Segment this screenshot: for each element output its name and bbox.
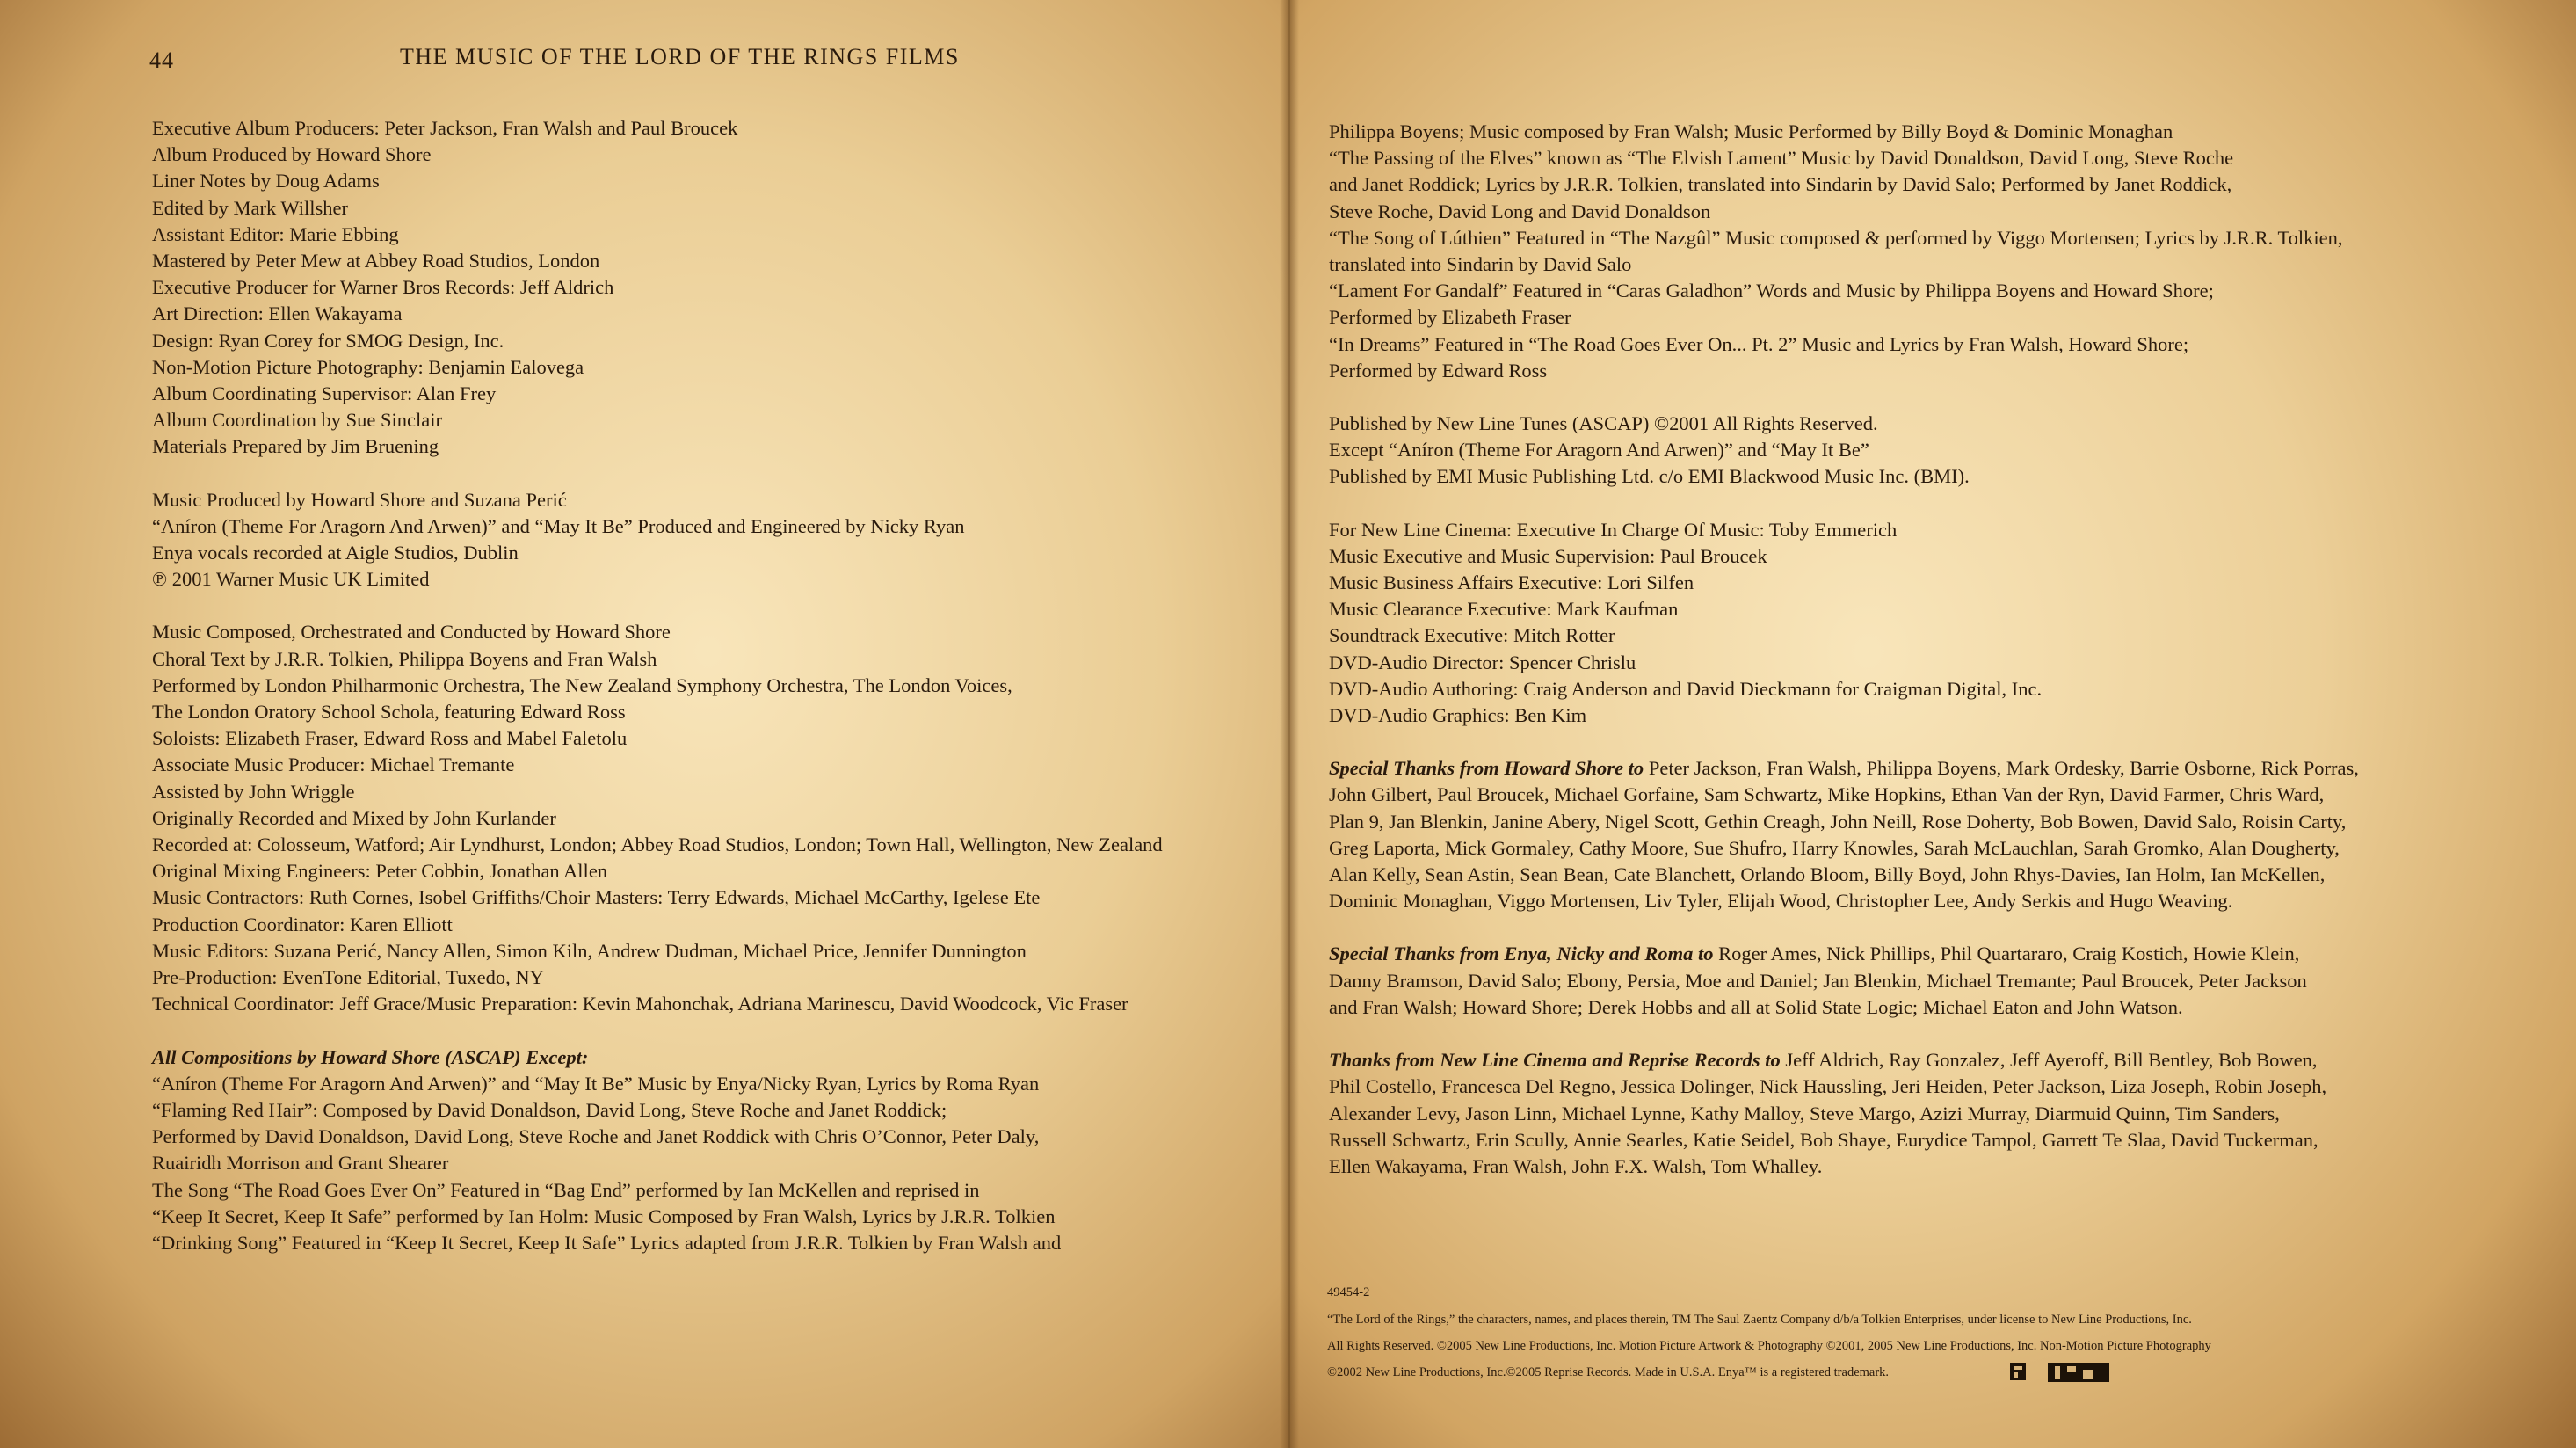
credit-line: Originally Recorded and Mixed by John Kurlander [152,806,556,829]
album-credits-block [152,115,1268,461]
thanks-heading: Special Thanks from Howard Shore to [1329,757,1644,780]
credit-line: Soloists: Elizabeth Fraser, Edward Ross and Mabel Faletolu [152,727,628,750]
credit-line: Published by New Line Tunes (ASCAP) ©2001 All Rights Reserved. [1329,412,1878,435]
credit-line: Published by EMI Music Publishing Ltd. c/o EMI Blackwood Music Inc. (BMI). [1329,465,1970,488]
composition-credits-block [152,619,1268,1017]
credit-line: Album Coordinating Supervisor: Alan Frey [152,382,497,405]
fine-print-line: “The Lord of the Rings,” the characters, names, and places therein, TM The Saul Zaentz Company d/b/a Tolkien Enterprises, under license to New Line Productions, Inc. [1327,1313,2192,1327]
new-line-cinema-block [1329,517,2436,730]
thanks-howard-shore-block [1329,755,2436,914]
thanks-enya-block [1329,941,2436,1021]
credit-line: DVD-Audio Director: Spencer Chrislu [1329,651,1636,673]
right-credits-column [1329,119,2436,1180]
credit-line: Album Produced by Howard Shore [152,143,432,166]
credit-line: Executive Album Producers: Peter Jackson, Fran Walsh and Paul Broucek [152,117,738,139]
credit-line: Music Composed, Orchestrated and Conducted by Howard Shore [152,621,671,644]
credit-line: and Janet Roddick; Lyrics by J.R.R. Tolkien, translated into Sindarin by David Salo; Performed by Janet Roddick, [1329,173,2232,196]
credit-line: Philippa Boyens; Music composed by Fran Walsh; Music Performed by Billy Boyd & Dominic Monaghan [1329,120,2173,142]
song-credits-block [1329,119,2436,384]
credit-line: DVD-Audio Authoring: Craig Anderson and David Dieckmann for Craigman Digital, Inc. [1329,677,2043,700]
credit-line: Technical Coordinator: Jeff Grace/Music Preparation: Kevin Mahonchak, Adriana Marinescu, David Woodcock, Vic Fraser [152,993,1128,1015]
credit-line: Materials Prepared by Jim Bruening [152,435,439,458]
credit-line: “In Dreams” Featured in “The Road Goes Ever On... Pt. 2” Music and Lyrics by Fran Walsh, Howard Shore; [1329,332,2189,355]
credit-line: Performed by Elizabeth Fraser [1329,306,1571,329]
credit-line: Assistant Editor: Marie Ebbing [152,222,399,245]
music-production-block [152,487,1268,593]
credit-line: DVD-Audio Graphics: Ben Kim [1329,704,1587,727]
credit-line: The Song “The Road Goes Ever On” Featured in “Bag End” performed by Ian McKellen and reprised in [152,1178,980,1201]
credit-line: Dominic Monaghan, Viggo Mortensen, Liv Tyler, Elijah Wood, Christopher Lee, Andy Serkis and Hugo Weaving. [1329,890,2233,913]
credit-line: Music Produced by Howard Shore and Suzana Perić [152,488,567,511]
publishing-block [1329,411,2436,491]
thanks-text: Peter Jackson, Fran Walsh, Philippa Boyens, Mark Ordesky, Barrie Osborne, Rick Porras, [1648,757,2359,780]
thanks-heading: Thanks from New Line Cinema and Reprise Records to [1329,1049,1781,1072]
credit-line: Design: Ryan Corey for SMOG Design, Inc. [152,329,504,352]
credit-line: Phil Costello, Francesca Del Regno, Jessica Dolinger, Nick Haussling, Jeri Heiden, Peter Jackson, Liza Joseph, Robin Joseph, [1329,1075,2327,1098]
credit-line: Performed by David Donaldson, David Long, Steve Roche and Janet Roddick with Chris O’Connor, Peter Daly, [152,1125,1040,1148]
credit-line: Non-Motion Picture Photography: Benjamin Ealovega [152,355,584,378]
credit-line: For New Line Cinema: Executive In Charge Of Music: Toby Emmerich [1329,518,1898,541]
credit-line: Music Contractors: Ruth Cornes, Isobel Griffiths/Choir Masters: Terry Edwards, Michael McCarthy, Igelese Ete [152,886,1041,909]
credit-line: Plan 9, Jan Blenkin, Janine Abery, Nigel Scott, Gethin Creagh, John Neill, Rose Doherty, Bob Bowen, David Salo, Roisin Carty, [1329,810,2347,833]
credit-line: “Drinking Song” Featured in “Keep It Secret, Keep It Safe” Lyrics adapted from J.R.R. Tolkien by Fran Walsh and [152,1231,1062,1254]
legal-fine-print [1327,1306,2435,1386]
credit-line: Album Coordination by Sue Sinclair [152,409,442,432]
credit-line: Music Clearance Executive: Mark Kaufman [1329,598,1679,621]
credit-line: Soundtrack Executive: Mitch Rotter [1329,624,1615,647]
page-title: THE MUSIC OF THE LORD OF THE RINGS FILMS [400,44,960,69]
credit-line: “The Song of Lúthien” Featured in “The Nazgûl” Music composed & performed by Viggo Mortensen; Lyrics by J.R.R. Tolkien, [1329,226,2343,249]
credit-line: Music Editors: Suzana Perić, Nancy Allen, Simon Kiln, Andrew Dudman, Michael Price, Jennifer Dunnington [152,939,1027,962]
credit-line: Except “Aníron (Theme For Aragorn And Arwen)” and “May It Be” [1329,439,1869,462]
credit-line: Ellen Wakayama, Fran Walsh, John F.X. Walsh, Tom Whalley. [1329,1154,1823,1177]
thanks-new-line-block [1329,1047,2436,1180]
bar-code-logo-icon [2048,1363,2109,1382]
credit-line: “Aníron (Theme For Aragorn And Arwen)” and “May It Be” Produced and Engineered by Nicky Ryan [152,514,965,537]
thanks-first-line [1329,1047,2436,1073]
thanks-text: Jeff Aldrich, Ray Gonzalez, Jeff Ayeroff, Bill Bentley, Bob Bowen, [1785,1049,2318,1072]
credit-line: “Keep It Secret, Keep It Safe” performed by Ian Holm: Music Composed by Fran Walsh, Lyrics by J.R.R. Tolkien [152,1204,1056,1227]
credit-line: Ruairidh Morrison and Grant Shearer [152,1152,449,1175]
credit-line: “The Passing of the Elves” known as “The Elvish Lament” Music by David Donaldson, David Long, Steve Roche [1329,147,2234,170]
left-credits-column [152,115,1268,1256]
credit-line: Alexander Levy, Jason Linn, Michael Lynne, Kathy Malloy, Steve Margo, Azizi Murray, Diarmuid Quinn, Tim Sanders, [1329,1102,2280,1124]
credit-line: Greg Laporta, Mick Gormaley, Cathy Moore, Sue Shufro, Harry Knowles, Sarah McLauchlan, Sarah Gromko, Alan Dougherty, [1329,836,2340,859]
credit-line: Danny Bramson, David Salo; Ebony, Persia, Moe and Daniel; Jan Blenkin, Michael Tremante; Paul Broucek, Peter Jackson [1329,969,2307,992]
credit-line: Associate Music Producer: Michael Tremante [152,753,515,776]
thanks-heading: Special Thanks from Enya, Nicky and Roma to [1329,942,1714,965]
credit-line: Pre-Production: EvenTone Editorial, Tuxedo, NY [152,966,544,989]
credit-line: Mastered by Peter Mew at Abbey Road Studios, London [152,250,600,273]
exceptions-block [152,1044,1268,1257]
credit-line: translated into Sindarin by David Salo [1329,253,1632,276]
credit-line: Music Executive and Music Supervision: Paul Broucek [1329,544,1767,567]
credit-line: “Lament For Gandalf” Featured in “Caras Galadhon” Words and Music by Philippa Boyens and Howard Shore; [1329,280,2214,302]
credit-line: The London Oratory School Schola, featuring Edward Ross [152,701,626,724]
exceptions-heading: All Compositions by Howard Shore (ASCAP) Except: [152,1045,589,1068]
book-spine [1280,0,1299,1448]
credit-line: Music Business Affairs Executive: Lori Silfen [1329,571,1694,594]
credit-line: Enya vocals recorded at Aigle Studios, Dublin [152,542,519,564]
credit-line: Performed by London Philharmonic Orchestra, The New Zealand Symphony Orchestra, The London Voices, [152,673,1012,696]
fine-print-line: All Rights Reserved. ©2005 New Line Productions, Inc. Motion Picture Artwork & Photography ©2001, 2005 New Line Productions, Inc. Non-Motion Picture Photography [1327,1339,2211,1353]
credit-line: Production Coordinator: Karen Elliott [152,913,453,935]
credit-line: John Gilbert, Paul Broucek, Michael Gorfaine, Sam Schwartz, Mike Hopkins, Ethan Van der Ryn, David Farmer, Chris Ward, [1329,783,2325,806]
credit-line: Choral Text by J.R.R. Tolkien, Philippa Boyens and Fran Walsh [152,647,657,670]
credit-line: Steve Roche, David Long and David Donaldson [1329,200,1711,222]
credit-line: Assisted by John Wriggle [152,780,355,803]
thanks-first-line [1329,755,2436,782]
credit-line: “Flaming Red Hair”: Composed by David Donaldson, David Long, Steve Roche and Janet Roddick; [152,1098,947,1121]
credit-line: Recorded at: Colosseum, Watford; Air Lyndhurst, London; Abbey Road Studios, London; Town Hall, Wellington, New Zealand [152,833,1163,856]
credit-line: ℗ 2001 Warner Music UK Limited [152,568,430,591]
reprise-logo-icon [2008,1361,2028,1382]
thanks-text: Roger Ames, Nick Phillips, Phil Quartararo, Craig Kostich, Howie Klein, [1718,942,2300,965]
page-number: 44 [149,47,174,73]
credit-line: Russell Schwartz, Erin Scully, Annie Searles, Katie Seidel, Bob Shaye, Eurydice Tampol, Garrett Te Slaa, David Tuckerman, [1329,1128,2318,1151]
credit-line: Performed by Edward Ross [1329,359,1548,382]
credit-line: Executive Producer for Warner Bros Records: Jeff Aldrich [152,276,614,299]
credit-line: Original Mixing Engineers: Peter Cobbin, Jonathan Allen [152,860,608,883]
credit-line: Alan Kelly, Sean Astin, Sean Bean, Cate Blanchett, Orlando Bloom, Billy Boyd, John Rhys-Davies, Ian Holm, Ian McKellen, [1329,863,2326,886]
credit-line: Art Direction: Ellen Wakayama [152,302,403,325]
catalog-number: 49454-2 [1327,1285,1370,1299]
credit-line: Liner Notes by Doug Adams [152,170,380,193]
fine-print-line: ©2002 New Line Productions, Inc.©2005 Reprise Records. Made in U.S.A. Enya™ is a registered trademark. [1327,1365,1890,1379]
credit-line: Edited by Mark Willsher [152,196,349,219]
credit-line: and Fran Walsh; Howard Shore; Derek Hobbs and all at Solid State Logic; Michael Eaton and John Watson. [1329,995,2183,1018]
credit-line: “Aníron (Theme For Aragorn And Arwen)” and “May It Be” Music by Enya/Nicky Ryan, Lyrics by Roma Ryan [152,1072,1040,1095]
thanks-first-line [1329,941,2436,967]
